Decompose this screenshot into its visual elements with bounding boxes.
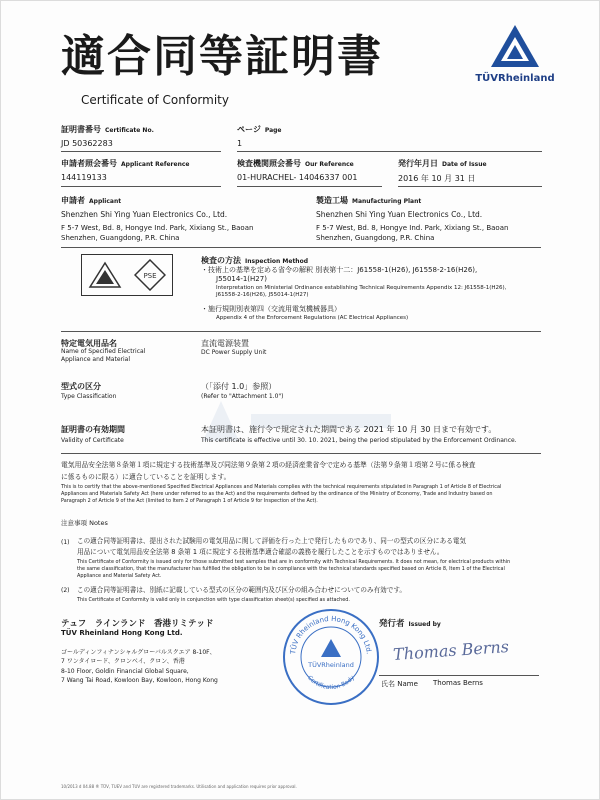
- date-label: 発行年月日 Date of Issue: [398, 159, 487, 168]
- name-value: Thomas Berns: [433, 679, 483, 687]
- type-label: 型式の区分: [61, 382, 101, 391]
- divider: [237, 186, 382, 187]
- inspection-line2-en: Appendix 4 of the Enforcement Regulations (AC Electrical Appliances): [216, 315, 409, 321]
- our-ref-label: 検査機関照会番号 Our Reference: [237, 159, 354, 168]
- type-label-en: Type Classification: [61, 393, 117, 400]
- seal-center-text: TÜVRheinland: [308, 661, 354, 669]
- type-value-en: (Refer to "Attachment 1.0"): [201, 393, 284, 400]
- plant-name: Shenzhen Shi Ying Yuan Electronics Co., Ltd.: [316, 210, 483, 219]
- product-label: 特定電気用品名: [61, 339, 117, 348]
- page-subtitle: Certificate of Conformity: [81, 93, 229, 107]
- note1-number: (1): [61, 539, 70, 546]
- note1-ja2: 用品について電気用品安全法第 8 条第 1 項に規定する技術基準適合確認の義務を履行したことを示すものではありません。: [77, 548, 444, 556]
- divider: [61, 186, 221, 187]
- validity-label-en: Validity of Certificate: [61, 437, 124, 444]
- divider: [61, 453, 541, 454]
- tuv-logo: [469, 23, 561, 84]
- signature: Thomas Berns: [392, 636, 510, 665]
- inspection-line1b-ja: J55014-1(H27): [216, 275, 267, 283]
- divider: [237, 151, 542, 152]
- applicant-address-line2: Shenzhen, Guangdong, P.R. China: [61, 234, 180, 242]
- name-label: 氏名 Name: [381, 680, 418, 688]
- product-value-en: DC Power Supply Unit: [201, 349, 267, 356]
- validity-value-en: This certificate is effective until 30. 10. 2021, being the period stipulated by the Enforcement Ordinance.: [201, 437, 517, 444]
- product-value-ja: 直流電源装置: [201, 339, 249, 348]
- note2-en1: This Certificate of Conformity is valid only in conjunction with type classification sheet(s) specified as attached.: [77, 597, 350, 603]
- issuer-address-ja2: 7 ワンタイロード、クロンベイ、クロン、香港: [61, 658, 185, 665]
- svg-text:Certification Body: [306, 674, 356, 691]
- our-ref-value: 01-HURACHEL- 14046337 001: [237, 173, 358, 182]
- note1-en2: the same classification, that the manufacturer has fulfilled the obligation to be in compliance with the technical standards specified based on Article 8, Item 1 of the Electrical: [77, 566, 505, 572]
- diamond-pse-mark-icon: [134, 259, 166, 291]
- issuer-address-en2: 7 Wang Tai Road, Kowloon Bay, Kowloon, Hong Kong: [61, 677, 218, 684]
- logo-name: TÜVRheinland: [475, 73, 555, 84]
- issuer-company-en: TÜV Rheinland Hong Kong Ltd.: [61, 629, 183, 637]
- validity-label: 証明書の有効期間: [61, 425, 125, 434]
- applicant-name: Shenzhen Shi Ying Yuan Electronics Co., Ltd.: [61, 210, 228, 219]
- seal-top-text: TÜV Rheinland Hong Kong Ltd.: [289, 614, 373, 655]
- cert-no-value: JD 50362283: [61, 139, 113, 148]
- tuv-triangle-icon: [489, 23, 541, 69]
- inspection-line2-ja: ・施行規則別表第四（交流用電気機械器具）: [201, 305, 341, 313]
- applicant-ref-value: 144119133: [61, 173, 107, 182]
- inspection-label: 検査の方法 Inspection Method: [201, 256, 308, 265]
- page-title: 適合同等証明書: [61, 31, 383, 82]
- note2-number: (2): [61, 587, 70, 594]
- plant-address-line1: F 5-7 West, Bd. 8, Hongye Ind. Park, Xixiang St., Baoan: [316, 224, 509, 232]
- statement-ja2: に係るものに限る）に適合していることを証明します。: [61, 473, 231, 481]
- date-value: 2016 年 10 月 31 日: [398, 174, 476, 183]
- note2-ja1: この適合同等証明書は、別紙に記載している型式の区分の範囲内及び区分の組み合わせについてのみ有効です。: [77, 586, 407, 594]
- pse-mark-box: [81, 254, 173, 296]
- inspection-line1-ja: ・技術上の基準を定める省令の解釈 別表第十二：J61558-1(H26), J61558-2-16(H26),: [201, 266, 478, 274]
- triangle-pse-mark-icon: [88, 261, 122, 289]
- cert-no-label: 証明書番号 Certificate No.: [61, 125, 154, 134]
- divider: [61, 247, 541, 248]
- issued-by-label: 発行者 Issued by: [379, 619, 441, 629]
- validity-value-ja: 本証明書は、施行令で規定された期間である 2021 年 10 月 30 日まで有効です。: [201, 425, 497, 434]
- applicant-label: 申請者 Applicant: [61, 196, 122, 205]
- issuer-address-en1: 8-10 Floor, Goldin Financial Global Square,: [61, 668, 189, 675]
- certification-seal-icon: [281, 607, 381, 707]
- issuer-address-ja1: ゴールディンフィナンシャルグローバルスクエア 8-10F、: [61, 649, 216, 656]
- plant-address-line2: Shenzhen, Guangdong, P.R. China: [316, 234, 435, 242]
- issuer-company-ja: テュフ ラインランド 香港リミテッド: [61, 619, 214, 629]
- divider: [61, 151, 221, 152]
- statement-ja1: 電気用品安全法第８条第１項に規定する技術基準及び同法第９条第２項の経済産業省令で定める基準（法第９条第１項第２号に係る検査: [61, 461, 476, 469]
- statement-en2: Appliances and Materials Safety Act (here under referred to as the Act) and the requirements defined by the ordinance of the Ministry of Economy, Trade and Industry based on: [61, 491, 493, 497]
- note1-en1: This Certificate of Conformity is issued only for those submitted test samples that are in conformity with Technical Requirements. It does not mean, for electrical products within: [77, 559, 511, 565]
- notes-label: 注意事項 Notes: [61, 519, 108, 527]
- product-label-en2: Appliance and Material: [61, 356, 131, 363]
- signature-line: [379, 675, 539, 676]
- footer-text: 10/2013 d 04.88 ® TÜV, TUEV and TUV are registered trademarks. Utilisation and application requires prior approval.: [61, 784, 297, 789]
- pse-text: PSE: [143, 272, 157, 280]
- note1-en3: Appliance and Material Safety Act.: [77, 573, 162, 579]
- seal-bottom-text: Certification Body: [306, 674, 356, 692]
- inspection-line1-en2: J61558-2-16(H26), J55014-1(H27): [216, 292, 309, 298]
- statement-en3: Paragraph 2 of Article 9 of the Act (limited to Item 2 of Paragraph 1 of Article 9 for Inspection of the Act).: [61, 498, 318, 504]
- page-label: ページ Page: [237, 125, 282, 134]
- applicant-address-line1: F 5-7 West, Bd. 8, Hongye Ind. Park, Xixiang St., Baoan: [61, 224, 254, 232]
- inspection-line1-en1: Interpretation on Ministerial Ordinance establishing Technical Requirements Appendix 12: J61558-1(H26),: [216, 285, 507, 291]
- plant-label: 製造工場 Manufacturing Plant: [316, 196, 422, 205]
- note1-ja1: この適合同等証明書は、提出された試験用の電気用品に関して評価を行った上で発行したものであり、同一の型式の区分にある電気: [77, 537, 467, 545]
- applicant-ref-label: 申請者照会番号 Applicant Reference: [61, 159, 190, 168]
- product-label-en1: Name of Specified Electrical: [61, 348, 146, 355]
- divider: [61, 331, 541, 332]
- type-value-ja: （「添付 1.0」参照）: [201, 382, 277, 391]
- divider: [398, 186, 542, 187]
- statement-en1: This is to certify that the above-mentioned Specified Electrical Appliances and Materials complies with the technical requirements stipulated in Paragraph 1 of Article 8 of Electrical: [61, 484, 502, 490]
- page-value: 1: [237, 139, 243, 148]
